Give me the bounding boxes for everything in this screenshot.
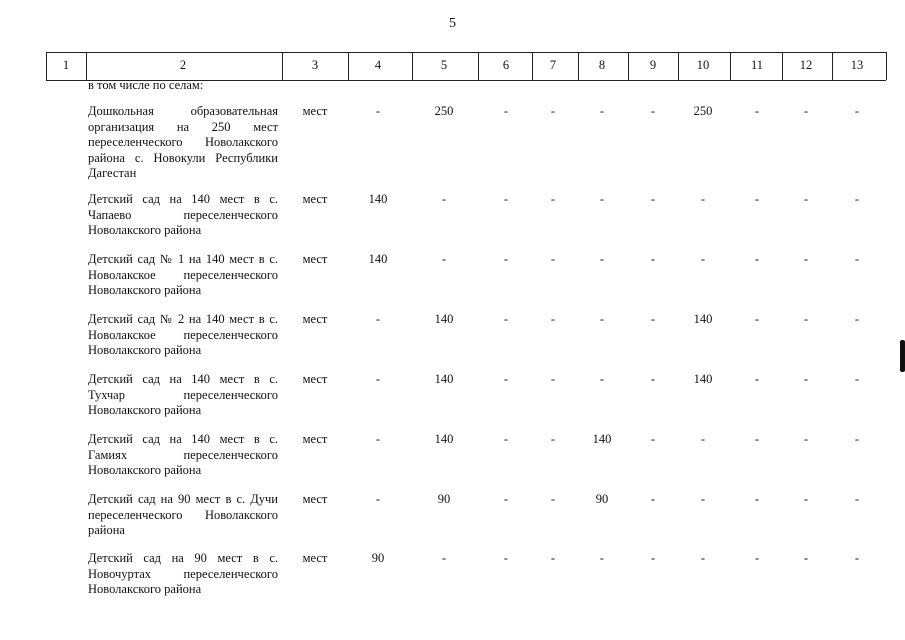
table-cell-col-7: - — [550, 104, 556, 118]
table-cell-col-11: - — [754, 372, 760, 386]
table-cell-col-11: - — [754, 551, 760, 565]
table-cell-col-12: - — [803, 312, 809, 326]
table-cell-col-4: - — [375, 432, 381, 446]
row-name: Детский сад на 140 мест в с. Чапаево переселенческого Новолакского района — [88, 192, 278, 237]
row-name: Детский сад на 90 мест в с. Новочуртах переселенческого Новолакского района — [88, 551, 278, 596]
table-cell-col-11: - — [754, 492, 760, 506]
header-divider — [282, 52, 283, 80]
table-cell-col-8: - — [599, 252, 605, 266]
table-cell-col-8: 140 — [592, 432, 612, 446]
table-cell-col-9: - — [650, 551, 656, 565]
table-cell-col-4: - — [375, 104, 381, 118]
table-cell-col-13: - — [854, 104, 860, 118]
table-cell-col-7: - — [550, 192, 556, 206]
row-name: Детский сад на 140 мест в с. Тухчар переселенческого Новолакского района — [88, 372, 278, 417]
header-divider — [730, 52, 731, 80]
header-divider — [412, 52, 413, 80]
table-cell-col-4: 140 — [368, 252, 388, 266]
table-cell-col-13: - — [854, 492, 860, 506]
page-number: 5 — [449, 16, 456, 31]
header-divider — [348, 52, 349, 80]
table-cell-col-6: - — [503, 104, 509, 118]
table-cell-col-10: 250 — [693, 104, 713, 118]
table-cell-col-13: - — [854, 252, 860, 266]
table-cell-col-8: 90 — [595, 492, 609, 506]
table-cell-col-11: - — [754, 104, 760, 118]
table-cell-col-8: - — [599, 104, 605, 118]
table-cell-col-10: - — [700, 252, 706, 266]
table-cell-col-10: - — [700, 432, 706, 446]
table-cell-col-12: - — [803, 432, 809, 446]
table-cell-col-3: мест — [302, 372, 328, 386]
column-header-11: 11 — [750, 58, 764, 72]
column-header-10: 10 — [696, 58, 710, 72]
row-name: Детский сад № 2 на 140 мест в с. Новолакское переселенческого Новолакского района — [88, 312, 278, 357]
header-divider — [578, 52, 579, 80]
table-cell-col-9: - — [650, 192, 656, 206]
table-cell-col-4: - — [375, 492, 381, 506]
table-cell-col-3: мест — [302, 104, 328, 118]
row-name: Детский сад № 1 на 140 мест в с. Новолакское переселенческого Новолакского района — [88, 252, 278, 297]
table-cell-col-9: - — [650, 312, 656, 326]
table-cell-col-7: - — [550, 432, 556, 446]
table-cell-col-10: 140 — [693, 372, 713, 386]
table-cell-col-5: 140 — [434, 432, 454, 446]
table-cell-col-4: 90 — [371, 551, 385, 565]
table-cell-col-6: - — [503, 312, 509, 326]
table-cell-col-6: - — [503, 372, 509, 386]
column-header-12: 12 — [799, 58, 813, 72]
table-cell-col-11: - — [754, 432, 760, 446]
table-cell-col-5: - — [441, 551, 447, 565]
table-cell-col-8: - — [599, 192, 605, 206]
table-cell-col-8: - — [599, 551, 605, 565]
table-cell-col-3: мест — [302, 252, 328, 266]
subheading: в том числе по селам: — [88, 78, 204, 92]
header-divider — [628, 52, 629, 80]
table-cell-col-7: - — [550, 312, 556, 326]
row-name: Дошкольная образовательная организация на 250 мест переселенческого Новолакского района с. Новокули Республики Дагестан — [88, 104, 278, 180]
scan-edge-mark — [900, 340, 905, 372]
table-cell-col-6: - — [503, 432, 509, 446]
header-divider — [86, 52, 87, 80]
table-cell-col-7: - — [550, 492, 556, 506]
table-cell-col-9: - — [650, 492, 656, 506]
column-header-13: 13 — [850, 58, 864, 72]
column-header-8: 8 — [598, 58, 606, 72]
table-cell-col-7: - — [550, 372, 556, 386]
table-cell-col-8: - — [599, 312, 605, 326]
column-header-4: 4 — [374, 58, 382, 72]
table-cell-col-3: мест — [302, 192, 328, 206]
table-cell-col-3: мест — [302, 551, 328, 565]
table-cell-col-3: мест — [302, 432, 328, 446]
table-cell-col-9: - — [650, 104, 656, 118]
table-cell-col-3: мест — [302, 312, 328, 326]
table-cell-col-12: - — [803, 551, 809, 565]
table-cell-col-11: - — [754, 252, 760, 266]
table-cell-col-13: - — [854, 551, 860, 565]
table-cell-col-12: - — [803, 104, 809, 118]
table-cell-col-10: - — [700, 492, 706, 506]
table-cell-col-12: - — [803, 252, 809, 266]
column-header-1: 1 — [62, 58, 70, 72]
table-cell-col-6: - — [503, 492, 509, 506]
table-cell-col-5: - — [441, 192, 447, 206]
table-cell-col-5: 90 — [437, 492, 451, 506]
header-divider — [678, 52, 679, 80]
table-cell-col-10: - — [700, 551, 706, 565]
table-cell-col-11: - — [754, 192, 760, 206]
table-cell-col-5: - — [441, 252, 447, 266]
table-cell-col-9: - — [650, 372, 656, 386]
table-cell-col-10: - — [700, 192, 706, 206]
table-cell-col-4: - — [375, 372, 381, 386]
header-divider — [886, 52, 887, 80]
table-cell-col-9: - — [650, 252, 656, 266]
table-cell-col-3: мест — [302, 492, 328, 506]
table-cell-col-12: - — [803, 192, 809, 206]
table-cell-col-5: 250 — [434, 104, 454, 118]
header-top-rule — [46, 52, 886, 53]
table-cell-col-13: - — [854, 312, 860, 326]
table-cell-col-6: - — [503, 252, 509, 266]
table-cell-col-6: - — [503, 192, 509, 206]
table-cell-col-5: 140 — [434, 372, 454, 386]
column-header-3: 3 — [311, 58, 319, 72]
table-cell-col-13: - — [854, 432, 860, 446]
header-divider — [832, 52, 833, 80]
column-header-7: 7 — [549, 58, 557, 72]
table-cell-col-12: - — [803, 492, 809, 506]
table-cell-col-8: - — [599, 372, 605, 386]
table-cell-col-13: - — [854, 372, 860, 386]
table-cell-col-7: - — [550, 252, 556, 266]
table-cell-col-10: 140 — [693, 312, 713, 326]
table-cell-col-6: - — [503, 551, 509, 565]
row-name: Детский сад на 140 мест в с. Гамиях переселенческого Новолакского района — [88, 432, 278, 477]
table-cell-col-9: - — [650, 432, 656, 446]
table-cell-col-5: 140 — [434, 312, 454, 326]
column-header-9: 9 — [649, 58, 657, 72]
table-cell-col-7: - — [550, 551, 556, 565]
table-cell-col-11: - — [754, 312, 760, 326]
column-header-5: 5 — [440, 58, 448, 72]
table-cell-col-4: - — [375, 312, 381, 326]
column-header-6: 6 — [502, 58, 510, 72]
row-name: Детский сад на 90 мест в с. Дучи переселенческого Новолакского района — [88, 492, 278, 537]
column-header-2: 2 — [179, 58, 187, 72]
header-divider — [782, 52, 783, 80]
table-cell-col-4: 140 — [368, 192, 388, 206]
table-cell-col-13: - — [854, 192, 860, 206]
header-divider — [478, 52, 479, 80]
table-cell-col-12: - — [803, 372, 809, 386]
